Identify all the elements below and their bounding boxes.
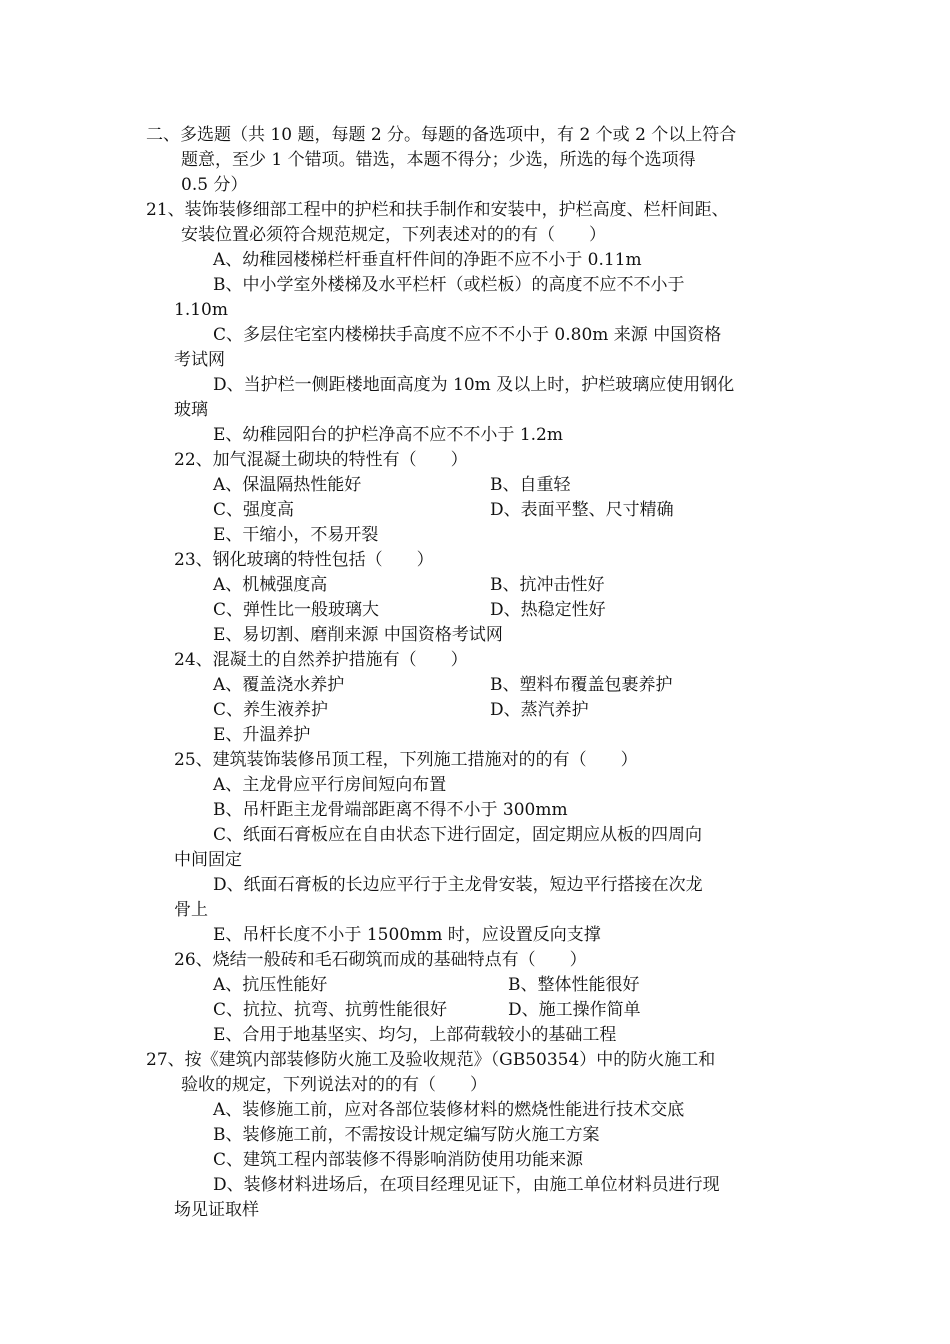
- question-23-option-d: D、热稳定性好: [490, 600, 606, 620]
- question-23-option-c: C、弹性比一般玻璃大: [213, 600, 380, 620]
- question-21-option-e: E、幼稚园阳台的护栏净高不应不不小于 1.2m: [213, 425, 563, 445]
- question-26-option-e: E、合用于地基坚实、均匀，上部荷载较小的基础工程: [213, 1025, 617, 1045]
- question-27-option-d: D、装修材料进场后，在项目经理见证下，由施工单位材料员进行现: [213, 1175, 720, 1195]
- question-21-option-c: C、多层住宅室内楼梯扶手高度不应不不小于 0.80m 来源 中国资格: [213, 325, 722, 345]
- question-26-option-b: B、整体性能很好: [508, 975, 640, 995]
- question-22-option-e: E、干缩小，不易开裂: [213, 525, 379, 545]
- question-23-stem: 23、钢化玻璃的特性包括（ ）: [174, 550, 434, 570]
- question-25-option-e: E、吊杆长度不小于 1500mm 时，应设置反向支撑: [213, 925, 601, 945]
- question-21-option-c-cont: 考试网: [174, 350, 225, 370]
- question-22-option-b: B、自重轻: [490, 475, 571, 495]
- question-27-option-a: A、装修施工前，应对各部位装修材料的燃烧性能进行技术交底: [213, 1100, 685, 1120]
- question-25-option-d: D、纸面石膏板的长边应平行于主龙骨安装，短边平行搭接在次龙: [213, 875, 703, 895]
- section-heading: 二、多选题（共 10 题，每题 2 分。每题的备选项中，有 2 个或 2 个以上符合: [146, 125, 737, 145]
- question-24-option-b: B、塑料布覆盖包裹养护: [490, 675, 673, 695]
- question-21-option-d: D、当护栏一侧距楼地面高度为 10m 及以上时，护栏玻璃应使用钢化: [213, 375, 735, 395]
- question-25-option-d-cont: 骨上: [174, 900, 208, 920]
- question-23-option-a: A、机械强度高: [213, 575, 328, 595]
- question-26-option-c: C、抗拉、抗弯、抗剪性能很好: [213, 1000, 448, 1020]
- question-25-option-c: C、纸面石膏板应在自由状态下进行固定，固定期应从板的四周向: [213, 825, 703, 845]
- question-24-option-e: E、升温养护: [213, 725, 311, 745]
- question-21-stem: 21、装饰装修细部工程中的护栏和扶手制作和安装中，护栏高度、栏杆间距、: [146, 200, 729, 220]
- question-26-option-d: D、施工操作简单: [508, 1000, 641, 1020]
- question-24-option-c: C、养生液养护: [213, 700, 329, 720]
- question-25-option-b: B、吊杆距主龙骨端部距离不得不小于 300mm: [213, 800, 568, 820]
- question-24-option-a: A、覆盖浇水养护: [213, 675, 345, 695]
- question-27-option-c: C、建筑工程内部装修不得影响消防使用功能来源: [213, 1150, 584, 1170]
- question-21-stem-cont: 安装位置必须符合规范规定，下列表述对的的有（ ）: [181, 225, 606, 245]
- question-25-option-c-cont: 中间固定: [174, 850, 242, 870]
- question-22-option-a: A、保温隔热性能好: [213, 475, 362, 495]
- question-23-option-b: B、抗冲击性好: [490, 575, 605, 595]
- question-27-stem-cont: 验收的规定，下列说法对的的有（ ）: [181, 1075, 487, 1095]
- question-24-option-d: D、蒸汽养护: [490, 700, 589, 720]
- question-22-option-c: C、强度高: [213, 500, 295, 520]
- question-23-option-e: E、易切割、磨削来源 中国资格考试网: [213, 625, 503, 645]
- question-25-stem: 25、建筑装饰装修吊顶工程，下列施工措施对的的有（ ）: [174, 750, 638, 770]
- section-heading-cont: 0.5 分）: [181, 175, 248, 195]
- question-27-option-d-cont: 场见证取样: [174, 1200, 259, 1220]
- question-24-stem: 24、混凝土的自然养护措施有（ ）: [174, 650, 468, 670]
- question-21-option-b: B、中小学室外楼梯及水平栏杆（或栏板）的高度不应不不小于: [213, 275, 685, 295]
- question-26-stem: 26、烧结一般砖和毛石砌筑而成的基础特点有（ ）: [174, 950, 587, 970]
- section-heading-cont: 题意，至少 1 个错项。错选，本题不得分；少选，所选的每个选项得: [181, 150, 696, 170]
- question-22-stem: 22、加气混凝土砌块的特性有（ ）: [174, 450, 468, 470]
- question-22-option-d: D、表面平整、尺寸精确: [490, 500, 674, 520]
- question-21-option-a: A、幼稚园楼梯栏杆垂直杆件间的净距不应不小于 0.11m: [213, 250, 642, 270]
- question-21-option-b-cont: 1.10m: [174, 300, 228, 320]
- question-26-option-a: A、抗压性能好: [213, 975, 328, 995]
- question-27-stem: 27、按《建筑内部装修防火施工及验收规范》（GB50354）中的防火施工和: [146, 1050, 716, 1070]
- question-25-option-a: A、主龙骨应平行房间短向布置: [213, 775, 447, 795]
- question-27-option-b: B、装修施工前，不需按设计规定编写防火施工方案: [213, 1125, 600, 1145]
- question-21-option-d-cont: 玻璃: [174, 400, 208, 420]
